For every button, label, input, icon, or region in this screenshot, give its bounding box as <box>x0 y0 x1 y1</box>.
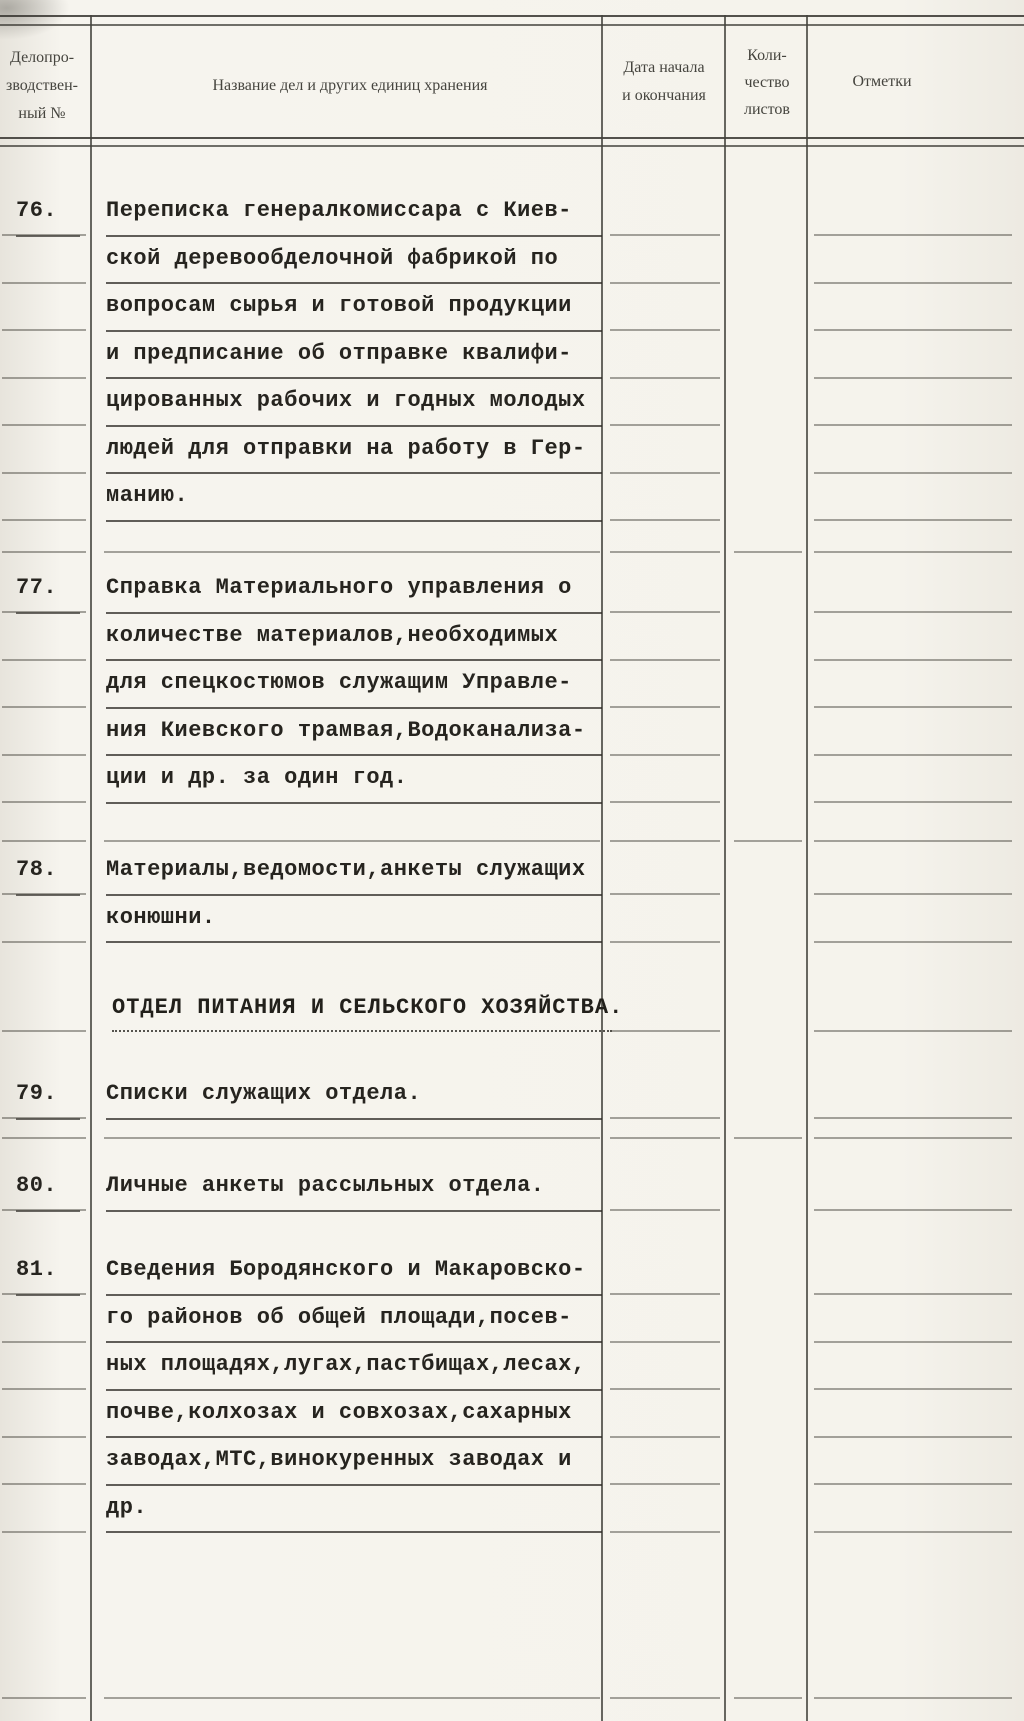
rule-dash <box>814 1531 1012 1533</box>
rule-dash <box>104 840 600 842</box>
rule-dash <box>610 1531 720 1533</box>
column-header-line: Коли- <box>747 47 787 64</box>
rule-dash <box>2 1117 86 1119</box>
rule-dash <box>814 1697 1012 1699</box>
rule-dash <box>2 1388 86 1390</box>
rule-dash <box>2 1030 86 1032</box>
rule-dash <box>814 1117 1012 1119</box>
entry-number: 76. <box>16 189 80 237</box>
rule-dash <box>610 1436 720 1438</box>
rule-dash <box>734 840 802 842</box>
entry-line: Материалы,ведомости,анкеты служащих <box>106 848 602 896</box>
rule-dash <box>610 801 720 803</box>
rule-dash <box>610 1293 720 1295</box>
entry-line: ской деревообделочной фабрикой по <box>106 237 602 285</box>
rule-dash <box>610 1697 720 1699</box>
column-divider-recordno <box>90 15 92 1721</box>
column-header-dates <box>604 54 724 110</box>
entry-number: 77. <box>16 566 80 614</box>
rule-dash <box>734 551 802 553</box>
rule-dash <box>2 1436 86 1438</box>
rule-dash <box>2 472 86 474</box>
rule-dash <box>2 1293 86 1295</box>
rule-dash <box>104 551 600 553</box>
rule-dash <box>610 1341 720 1343</box>
rule-dash <box>814 472 1012 474</box>
rule-dash <box>2 282 86 284</box>
rule-dash <box>814 1293 1012 1295</box>
horizontal-rule-header-2 <box>0 145 1024 147</box>
rule-dash <box>814 551 1012 553</box>
column-divider-sheets <box>806 15 808 1721</box>
rule-dash <box>610 424 720 426</box>
column-header-sheets <box>728 42 806 124</box>
rule-dash <box>610 754 720 756</box>
entry-line: ции и др. за один год. <box>106 756 602 804</box>
entry-line: Переписка генералкомиссара с Киев- <box>106 189 602 237</box>
rule-dash <box>2 377 86 379</box>
rule-dash <box>2 893 86 895</box>
entry-line: и предписание об отправке квалифи- <box>106 332 602 380</box>
entry-line: го районов об общей площади,посев- <box>106 1296 602 1344</box>
rule-dash <box>814 840 1012 842</box>
rule-dash <box>814 377 1012 379</box>
rule-dash <box>2 234 86 236</box>
entry-line: для спецкостюмов служащим Управле- <box>106 661 602 709</box>
entry-number: 79. <box>16 1072 80 1120</box>
rule-dash <box>610 659 720 661</box>
rule-dash <box>610 941 720 943</box>
rule-dash <box>2 840 86 842</box>
entry-line: Списки служащих отдела. <box>106 1072 602 1120</box>
rule-dash <box>104 1697 600 1699</box>
rule-dash <box>2 1137 86 1139</box>
rule-dash <box>814 706 1012 708</box>
entry-line: цированных рабочих и годных молодых <box>106 379 602 427</box>
rule-dash <box>814 1483 1012 1485</box>
rule-dash <box>610 377 720 379</box>
entry-number: 78. <box>16 848 80 896</box>
rule-dash <box>610 1209 720 1211</box>
entry-line: количестве материалов,необходимых <box>106 614 602 662</box>
rule-dash <box>2 801 86 803</box>
rule-dash <box>814 424 1012 426</box>
entry-line: почве,колхозах и совхозах,сахарных <box>106 1391 602 1439</box>
rule-dash <box>814 1137 1012 1139</box>
horizontal-rule-top-2 <box>0 24 1024 26</box>
rule-dash <box>814 1341 1012 1343</box>
rule-dash <box>2 659 86 661</box>
rule-dash <box>610 893 720 895</box>
column-header-line: Делопро- <box>9 49 75 66</box>
rule-dash <box>2 611 86 613</box>
rule-dash <box>2 1697 86 1699</box>
column-divider-dates <box>724 15 726 1721</box>
rule-dash <box>2 424 86 426</box>
column-header-line: Дата начала <box>623 59 705 76</box>
rule-dash <box>814 941 1012 943</box>
column-header-line: чество <box>744 74 790 92</box>
horizontal-rule-header-1 <box>0 137 1024 139</box>
entry-line: ных площадях,лугах,пастбищах,лесах, <box>106 1343 602 1391</box>
entry-line: др. <box>106 1486 602 1534</box>
rule-dash <box>734 1697 802 1699</box>
rule-dash <box>2 754 86 756</box>
rule-dash <box>2 1341 86 1343</box>
rule-dash <box>610 1483 720 1485</box>
rule-dash <box>2 706 86 708</box>
rule-dash <box>104 1137 600 1139</box>
rule-dash <box>814 1388 1012 1390</box>
entry-line: конюшни. <box>106 896 602 944</box>
rule-dash <box>610 551 720 553</box>
column-header-line: и окончания <box>622 87 706 104</box>
rule-dash <box>2 941 86 943</box>
column-header-title: Название дел и других единиц хранения <box>212 77 488 94</box>
rule-dash <box>610 519 720 521</box>
entry-number: 80. <box>16 1164 80 1212</box>
entry-number: 81. <box>16 1248 80 1296</box>
rule-dash <box>610 472 720 474</box>
rule-dash <box>2 1531 86 1533</box>
rule-dash <box>2 1209 86 1211</box>
rule-dash <box>2 519 86 521</box>
rule-dash <box>814 234 1012 236</box>
rule-dash <box>814 1436 1012 1438</box>
rule-dash <box>814 282 1012 284</box>
entry-line: вопросам сырья и готовой продукции <box>106 284 602 332</box>
entry-line: ния Киевского трамвая,Водоканализа- <box>106 709 602 757</box>
rule-dash <box>814 611 1012 613</box>
rule-dash <box>610 1388 720 1390</box>
rule-dash <box>814 893 1012 895</box>
entry-line: заводах,МТС,винокуренных заводах и <box>106 1438 602 1486</box>
rule-dash <box>814 1030 1012 1032</box>
rule-dash <box>2 329 86 331</box>
rule-dash <box>814 659 1012 661</box>
rule-dash <box>814 519 1012 521</box>
rule-dash <box>2 1483 86 1485</box>
column-header-record-number <box>0 44 92 128</box>
rule-dash <box>610 234 720 236</box>
column-header-line: ный № <box>18 105 66 122</box>
rule-dash <box>814 329 1012 331</box>
rule-dash <box>610 706 720 708</box>
column-header-line: листов <box>744 101 790 119</box>
rule-dash <box>814 1209 1012 1211</box>
horizontal-rule-top-1 <box>0 15 1024 17</box>
section-heading: ОТДЕЛ ПИТАНИЯ И СЕЛЬСКОГО ХОЗЯЙСТВА. <box>112 988 612 1032</box>
rule-dash <box>814 801 1012 803</box>
rule-dash <box>610 1117 720 1119</box>
rule-dash <box>610 1030 720 1032</box>
rule-dash <box>610 282 720 284</box>
scan-smudge <box>0 0 70 40</box>
rule-dash <box>610 329 720 331</box>
rule-dash <box>814 754 1012 756</box>
entry-line: манию. <box>106 474 602 522</box>
column-header-notes: Отметки <box>852 73 912 90</box>
rule-dash <box>610 840 720 842</box>
entry-line: людей для отправки на работу в Гер- <box>106 427 602 475</box>
column-header-line: зводствен- <box>6 77 78 94</box>
rule-dash <box>734 1137 802 1139</box>
entry-line: Личные анкеты рассыльных отдела. <box>106 1164 602 1212</box>
rule-dash <box>610 1137 720 1139</box>
entry-line: Сведения Бородянского и Макаровско- <box>106 1248 602 1296</box>
rule-dash <box>610 611 720 613</box>
entry-line: Справка Материального управления о <box>106 566 602 614</box>
rule-dash <box>2 551 86 553</box>
